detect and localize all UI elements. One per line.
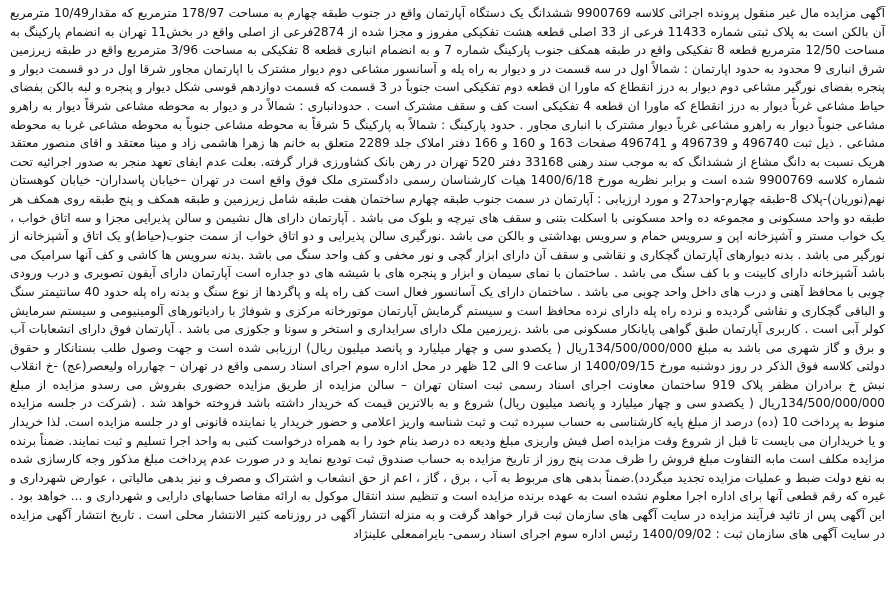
auction-notice-text: آگهی مزایده مال غیر منقول پرونده اجرائی کلاسه 9900769 ششدانگ یک دستگاه آپارتمان واقع در جنوب طبقه چهارم به مساحت 178/97 مترمربع که مقدار10/49 مترمربع آن بالکن است به پلاک ثبتی شماره 11433 فرعی از 33 اصلی قطعه هشت تفکیکی مفروز و مجزا شده از 2874فرعی از اصلی واقع در بخش11 تهران به انضمام پارکینگ به مساحت 12/50 مترمربع قطعه 8 تفکیکی واقع در طبقه همکف جنوب پارکینگ شماره 7 و به انضمام انباری قطعه 8 تفکیکی به مساحت 3/96 مترمربع واقع در طبقه زیرزمین شرق انباری 9 محدود به حدود اپارتمان : شمالاً اول در سه قسمت در و دیوار به راه پله و آسانسور مشاعی دوم دیوار مشترک با اپارتمان مجاور شرقا اول در دو قسمت دیوار و پنجره بفضای نورگیر مشاعی دوم دیوار به درز انقطاع که ماورا ان قطعه دوم تفکیکی است جنوباً در 3 قسمت که قسمت دوازدهم قوسی شکل دیوار و پنجره و لبه بالکن بفضای حیاط مشاعی غرباً دیوار به درز انقطاع که ماورا ان قطعه 4 تفکیکی است کف و سقف مشترک است . حدودانباری : شمالاً در و دیوار به محوطه مشاعی شرقاً دیوار به راهرو مشاعی جنوباً دیوار به راهرو مشاعی غرباً دیوار مشترک با انباری مجاور . حدود پارکینگ : شمالاً به پارکینگ 5 شرقاً به محوطه مشاعی جنوباً به محوطه مشاعی غربا به محوطه مشاعی . ذیل ثبت 496740 و 496739 و 496741 صفحات 163 و 160 و 166 دفتر املاک جلد 2289 متعلق به خانم ها زهرا هاشمی زاد و مینا معتقد و اقای منصور معتقد هریک نسبت به دانگ مشاع از ششدانگ که به موجب سند رهنی 33168 دفتر 520 تهران در رهن بانک کشاورزی قرار گرفته. بعلت عدم ایفای تعهد منجر به صدور اجرائیه تحت شماره کلاسه 9900769 شده است و برابر نظریه مورخ 1400/6/18 هیات کارشناسان رسمی دادگستری ملک فوق واقع است در تهران –خیابان پاسداران- خیابان کوهستان نهم(نوریان)-پلاک 8-طبقه چهارم-واحد27 و مورد ارزیابی : آپارتمان در سمت جنوب طبقه چهارم ساختمان هفت طبقه شامل زیرزمین و طبقه همکف و پنج طبقه روی همکف هر طبقه دو واحد مسکونی و مجموعه ده واحد مسکونی با اسکلت بتنی و سقف های تیرچه و بلوک می باشد . آپارتمان دارای هال نشیمن و سالن پذیرایی مجزا و سه اتاق خواب ، یک خواب مستر و آشپزخانه اپن و سرویس حمام و سرویس بهداشتی و بالکن می باشد .نورگیری سالن پذیرایی و دو اتاق خواب از سمت جنوب(حیاط)و یک اتاق و آشپزخانه از نورگیر می باشد . بدنه دیوارهای آپارتمان گچکاری و نقاشی و سقف آن دارای ابزار گچی و نور مخفی و کف واحد سنگ می باشد .بدنه سرویس ها کاشی و کف آنها سرامیک می باشد آشپزخانه دارای کابینت و با کف سنگ می باشد . ساختمان با نمای سیمان و ابزار و پنجره های با شیشه های دو جداره است آپارتمان دارای آیفون تصویری و درب ورودی چوبی با محافظ آهنی و درب های داخل واحد چوبی می باشد . ساختمان دارای یک آسانسور فعال است کف راه پله و پاگردها از نوع سنگ و بدنه راه پله حدود 40 سانتیمتر سنگ و الباقی گچکاری و نقاشی گردیده و نرده راه پله دارای نرده محافظ است و سیستم گرمایش آپارتمان موتورخانه مرکزی و شوفاژ با رادیاتورهای آلومینیومی و سیستم سرمایش کولر آبی است . کاربری آپارتمان طبق گواهی پایانکار مسکونی می باشد .زیرزمین ملک دارای سرایداری و استخر و سونا و جکوزی می باشد . آپارتمان فوق دارای انشعابات آب و برق و گاز شهری می باشد به مبلغ 134/500/000/000ریال ( یکصدو سی و چهار میلیارد و پانصد میلیون ریال) ارزیابی شده است و جهت وصول طلب بستانکار و حقوق دولتی کلاسه فوق الذکر در روز دوشنبه مورخ 1400/09/15 از ساعت 9 الی 12 ظهر در محل اداره سوم اجرای اسناد رسمی واقع در تهران – چهارراه ولیعصر(عج) -خ انقلاب نبش خ برادران مظفر پلاک 919 ساختمان معاونت اجرای اسناد رسمی ثبت استان تهران – سالن مزایده از طریق مزایده حضوری بفروش می رسدو مزایده از مبلغ 134/500/000/000ریال ( یکصدو سی و چهار میلیارد و پانصد میلیون ریال) شروع و به بالاترین قیمت که خریدار داشته باشد فروخته خواهد شد . (شرکت در جلسه مزایده منوط به پرداخت 10 (ده) درصد از مبلغ پایه کارشناسی به حساب سپرده ثبت و ثبت شناسه واریز اعلامی و حضور خریدار یا نماینده قانونی او در جلسه مزایده است. لذا خریدار و یا خریداران می بایست تا قبل از شروع وقت مزایده اصل فیش واریزی مبلغ ودیعه ده درصد بنام خود را به همراه درخواست کتبی به واحد اجرا تسلیم و ثبت نمایند. ضمناً برنده مزایده مکلف است مابه التفاوت مبلغ فروش را ظرف مدت پنج روز از تاریخ مزایده به حساب صندوق ثبت تودیع نماید و در صورت عدم پرداخت مبلغ مذکور وجه کارسازی شده به نفع دولت ضبط و عملیات مزایده تجدید میگردد).ضمناً بدهی های مربوط به آب ، برق ، گاز ، اعم از حق انشعاب و اشتراک و مصرف و نیز بدهی مالیاتی ، عوارض شهرداری و غیره که رقم قطعی آنها برای اداره اجرا معلوم نشده است به عهده برنده مزایده است و تنظیم سند انتقال موکول به ارائه مفاصا حسابهای دارایی و شهرداری و ... خواهد بود . این آگهی پس از تائید فرآیند مزایده در سایت آگهی های سازمان ثبت قرار خواهد گرفت و به منزله انتشار آگهی در روزنامه کثیر الانتشار محلی است . تاریخ انتشار آگهی مزایده در سایت آگهی های سازمان ثبت : 1400/09/02 رئیس اداره سوم اجرای اسناد رسمی- بایراممعلی علینژاد: [10, 6, 886, 541]
